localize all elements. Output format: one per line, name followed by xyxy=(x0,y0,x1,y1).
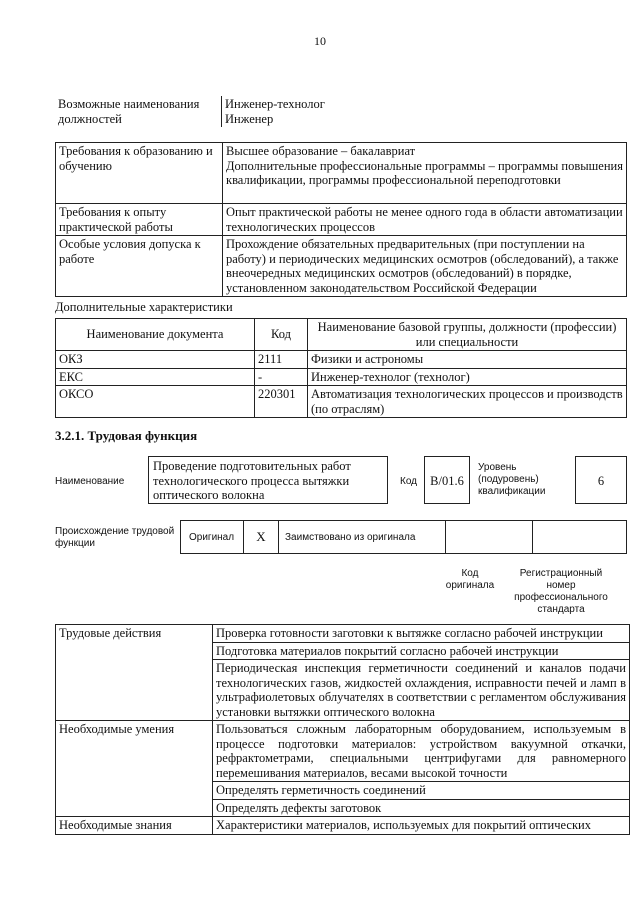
positions-table xyxy=(55,96,615,127)
header-group: Наименование базовой группы, должности (профессии) или специальности xyxy=(308,319,627,351)
positions-values xyxy=(222,96,616,127)
skill-item: Определять дефекты заготовок xyxy=(213,799,630,817)
original-label: Оригинал xyxy=(189,532,235,543)
table-row xyxy=(56,721,630,782)
additional-title: Дополнительные характеристики xyxy=(55,300,233,314)
level-label: Уровень (подуровень) квалификации xyxy=(478,462,546,497)
requirement-text: Прохождение обязательных предварительных (при поступлении на работу) и периодических медицинских осмотров (обследований), а также внеочередных медицинских осмотров (обследований) в порядке, установленном законодательством Российской Федерации xyxy=(223,236,627,297)
additional-header-row xyxy=(56,319,627,351)
function-heading: 3.2.1. Трудовая функция xyxy=(55,428,198,443)
row-code: - xyxy=(255,368,308,386)
row-code: 2111 xyxy=(255,351,308,369)
skills-label: Необходимые умения xyxy=(56,721,213,817)
origin-box xyxy=(180,520,627,554)
name-label: Наименование xyxy=(55,476,125,487)
header-code: Код xyxy=(255,319,308,351)
table-row xyxy=(56,817,630,835)
requirement-row xyxy=(56,236,627,297)
positions-label: Возможные наименования должностей xyxy=(55,96,222,127)
table-row xyxy=(56,368,627,386)
actions-label: Трудовые действия xyxy=(56,625,213,721)
row-doc: ЕКС xyxy=(56,368,255,386)
action-item: Проверка готовности заготовки к вытяжке согласно рабочей инструкции xyxy=(213,625,630,643)
requirements-table xyxy=(55,142,627,297)
origin-label: Происхождение трудовой функции xyxy=(55,526,175,549)
row-code: 220301 xyxy=(255,386,308,418)
requirement-label: Требования к опыту практической работы xyxy=(56,204,223,236)
action-item: Подготовка материалов покрытий согласно рабочей инструкции xyxy=(213,642,630,660)
additional-table xyxy=(55,318,627,418)
requirement-line: Высшее образование – бакалавриат xyxy=(226,144,416,158)
knowledge-label: Необходимые знания xyxy=(56,817,213,835)
table-row xyxy=(56,351,627,369)
requirement-line: Дополнительные профессиональные программы – программы повышения квалификации, программы профессиональной переподготовки xyxy=(226,158,623,187)
requirement-label: Требования к образованию и обучению xyxy=(56,143,223,204)
action-item: Периодическая инспекция герметичности соединений и каналов подачи технологических газов, жидкостей охлаждения, исправности печей и ламп в ультрафиолетовых облучателях в соответствии с регламентом обслуживания установки вытяжки оптического волокна xyxy=(213,660,630,721)
requirement-row xyxy=(56,143,627,204)
row-name: Физики и астрономы xyxy=(308,351,627,369)
row-name: Автоматизация технологических процессов и производств (по отраслям) xyxy=(308,386,627,418)
function-name: Проведение подготовительных работ технологического процесса вытяжки оптического волокна xyxy=(148,456,388,504)
function-code: B/01.6 xyxy=(424,456,470,504)
code-label: Код xyxy=(400,476,418,487)
code-original-cell xyxy=(445,521,533,553)
requirement-text: Опыт практической работы не менее одного года в области автоматизации технологических процессов xyxy=(223,204,627,236)
requirement-row xyxy=(56,204,627,236)
knowledge-item: Характеристики материалов, используемых для покрытий оптических xyxy=(213,817,630,835)
reg-number-label: Регистрационный номер профессионального стандарта xyxy=(514,568,608,615)
position-item: Инженер xyxy=(225,111,274,126)
row-name: Инженер-технолог (технолог) xyxy=(308,368,627,386)
requirement-text xyxy=(223,143,627,204)
skill-item: Определять герметичность соединений xyxy=(213,782,630,800)
borrowed-label: Заимствовано из оригинала xyxy=(285,532,416,543)
header-document: Наименование документа xyxy=(56,319,255,351)
skill-item: Пользоваться сложным лабораторным оборудованием, используемым в процессе подготовки материалов: устройством вакуумной откачки, рефрактометрами, специальными центрифугами для равномерного перемешивания материалов, весами высокой точности xyxy=(213,721,630,782)
original-mark: X xyxy=(243,521,279,553)
row-doc: ОКЗ xyxy=(56,351,255,369)
table-row xyxy=(56,625,630,643)
level-value: 6 xyxy=(575,456,627,504)
requirement-label: Особые условия допуска к работе xyxy=(56,236,223,297)
page-number: 10 xyxy=(314,34,326,48)
row-doc: ОКСО xyxy=(56,386,255,418)
code-original-label: Код оригинала xyxy=(445,568,495,591)
table-row xyxy=(56,386,627,418)
position-item: Инженер-технолог xyxy=(225,97,325,111)
function-table xyxy=(55,624,630,835)
